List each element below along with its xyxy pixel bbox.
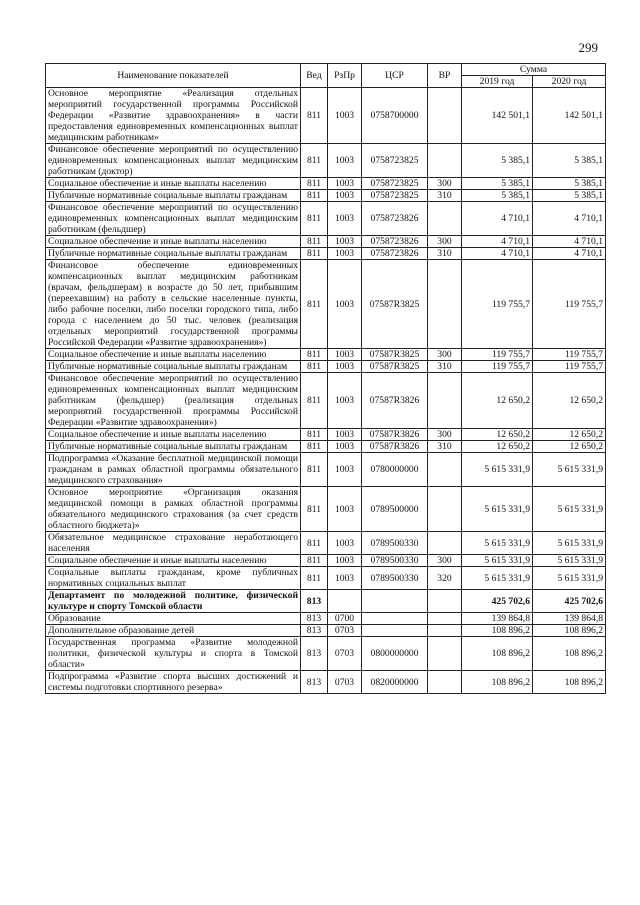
row-csr: 0780000000 — [362, 453, 428, 487]
row-name: Дополнительное образование детей — [46, 625, 301, 637]
row-csr: 0758723825 — [362, 190, 428, 202]
row-sum-2020: 5 385,1 — [533, 144, 606, 178]
row-sum-2020: 119 755,7 — [533, 361, 606, 373]
row-vr — [428, 637, 462, 671]
table-row — [46, 236, 606, 248]
row-vr — [428, 625, 462, 637]
table-row — [46, 373, 606, 429]
row-rzpr: 1003 — [328, 236, 362, 248]
row-sum-2020: 5 385,1 — [533, 190, 606, 202]
row-rzpr: 0703 — [328, 671, 362, 694]
table-row — [46, 613, 606, 625]
row-sum-2019: 108 896,2 — [462, 637, 533, 671]
row-ved: 811 — [301, 202, 328, 236]
row-rzpr: 1003 — [328, 178, 362, 190]
row-sum-2020: 12 650,2 — [533, 373, 606, 429]
row-ved: 811 — [301, 236, 328, 248]
row-vr: 310 — [428, 441, 462, 453]
row-vr: 300 — [428, 555, 462, 567]
table-row — [46, 178, 606, 190]
row-csr — [362, 613, 428, 625]
row-vr: 300 — [428, 236, 462, 248]
row-csr: 0758723826 — [362, 202, 428, 236]
row-sum-2020: 425 702,6 — [533, 590, 606, 613]
row-sum-2019: 5 615 331,9 — [462, 453, 533, 487]
row-rzpr: 1003 — [328, 202, 362, 236]
table-row — [46, 190, 606, 202]
row-sum-2020: 5 615 331,9 — [533, 555, 606, 567]
row-ved: 811 — [301, 178, 328, 190]
row-rzpr: 0700 — [328, 613, 362, 625]
row-csr: 0789500330 — [362, 555, 428, 567]
budget-table — [45, 63, 606, 694]
row-vr — [428, 373, 462, 429]
table-row — [46, 567, 606, 590]
row-rzpr — [328, 590, 362, 613]
row-sum-2019: 119 755,7 — [462, 349, 533, 361]
row-ved: 813 — [301, 625, 328, 637]
row-name: Социальное обеспечение и иные выплаты населению — [46, 236, 301, 248]
table-row — [46, 453, 606, 487]
row-ved: 811 — [301, 88, 328, 144]
row-sum-2019: 108 896,2 — [462, 671, 533, 694]
row-sum-2019: 12 650,2 — [462, 373, 533, 429]
row-sum-2019: 5 615 331,9 — [462, 555, 533, 567]
row-vr — [428, 590, 462, 613]
row-ved: 811 — [301, 248, 328, 260]
row-vr: 320 — [428, 567, 462, 590]
page-number: 299 — [578, 40, 598, 55]
header-ved: Вед — [301, 64, 328, 88]
row-sum-2019: 108 896,2 — [462, 625, 533, 637]
table-row — [46, 532, 606, 555]
row-name: Финансовое обеспечение мероприятий по осуществлению единовременных компенсационных выплат медицинским работникам (фельдшер) (реализация отдельных мероприятий государственной программы Российской Федерации «Развитие здравоохранения») — [46, 373, 301, 429]
row-name: Департамент по молодежной политике, физической культуре и спорту Томской области — [46, 590, 301, 613]
row-sum-2020: 5 385,1 — [533, 178, 606, 190]
row-csr: 07587R3825 — [362, 260, 428, 349]
row-rzpr: 1003 — [328, 487, 362, 532]
row-sum-2020: 108 896,2 — [533, 625, 606, 637]
table-row — [46, 429, 606, 441]
table-row — [46, 260, 606, 349]
table-row — [46, 441, 606, 453]
row-name: Социальное обеспечение и иные выплаты населению — [46, 555, 301, 567]
row-rzpr: 1003 — [328, 88, 362, 144]
row-sum-2019: 139 864,8 — [462, 613, 533, 625]
row-csr: 07587R3826 — [362, 373, 428, 429]
table-row — [46, 349, 606, 361]
row-sum-2020: 5 615 331,9 — [533, 567, 606, 590]
row-ved: 813 — [301, 637, 328, 671]
row-ved: 811 — [301, 487, 328, 532]
row-csr: 0758723826 — [362, 236, 428, 248]
row-name: Публичные нормативные социальные выплаты гражданам — [46, 190, 301, 202]
row-name: Социальное обеспечение и иные выплаты населению — [46, 178, 301, 190]
row-name: Основное мероприятие «Организация оказания медицинской помощи в рамках областной программы обязательного медицинского страхования (за счет средств областного бюджета)» — [46, 487, 301, 532]
row-name: Социальные выплаты гражданам, кроме публичных нормативных социальных выплат — [46, 567, 301, 590]
row-ved: 811 — [301, 441, 328, 453]
header-csr: ЦСР — [362, 64, 428, 88]
row-ved: 811 — [301, 567, 328, 590]
row-vr: 310 — [428, 361, 462, 373]
row-sum-2020: 5 615 331,9 — [533, 453, 606, 487]
row-sum-2019: 119 755,7 — [462, 260, 533, 349]
table-row — [46, 625, 606, 637]
row-csr: 0758723826 — [362, 248, 428, 260]
row-rzpr: 1003 — [328, 144, 362, 178]
row-rzpr: 0703 — [328, 625, 362, 637]
header-vr: ВР — [428, 64, 462, 88]
row-rzpr: 1003 — [328, 190, 362, 202]
row-csr: 07587R3825 — [362, 361, 428, 373]
row-name: Обязательное медицинское страхование неработающего населения — [46, 532, 301, 555]
row-csr: 0758723825 — [362, 178, 428, 190]
row-sum-2020: 119 755,7 — [533, 349, 606, 361]
row-vr: 300 — [428, 429, 462, 441]
row-vr — [428, 202, 462, 236]
row-vr: 310 — [428, 248, 462, 260]
row-vr: 300 — [428, 349, 462, 361]
row-sum-2019: 5 615 331,9 — [462, 567, 533, 590]
row-csr: 07587R3826 — [362, 441, 428, 453]
row-rzpr: 1003 — [328, 567, 362, 590]
header-year-2019: 2019 год — [462, 76, 533, 88]
table-row — [46, 361, 606, 373]
row-vr — [428, 144, 462, 178]
row-sum-2019: 5 385,1 — [462, 144, 533, 178]
row-sum-2019: 4 710,1 — [462, 236, 533, 248]
row-sum-2019: 4 710,1 — [462, 248, 533, 260]
row-ved: 811 — [301, 144, 328, 178]
row-sum-2019: 4 710,1 — [462, 202, 533, 236]
row-csr: 0800000000 — [362, 637, 428, 671]
row-sum-2020: 12 650,2 — [533, 429, 606, 441]
row-sum-2020: 142 501,1 — [533, 88, 606, 144]
row-ved: 813 — [301, 671, 328, 694]
row-sum-2020: 4 710,1 — [533, 248, 606, 260]
row-name: Финансовое обеспечение единовременных компенсационных выплат медицинским работникам (врачам, фельдшерам) в возрасте до 50 лет, прибывшим (переехавшим) на работу в сельские населенные пункты, либо рабочие поселки, либо поселки городского типа, либо города с населением до 50 тыс. человек (реализация отдельных мероприятий государственной программы Российской Федерации «Развитие здравоохранения») — [46, 260, 301, 349]
row-sum-2019: 425 702,6 — [462, 590, 533, 613]
row-sum-2020: 119 755,7 — [533, 260, 606, 349]
row-ved: 811 — [301, 190, 328, 202]
row-rzpr: 1003 — [328, 349, 362, 361]
table-body — [46, 88, 606, 694]
row-rzpr: 1003 — [328, 248, 362, 260]
header-sum: Сумма — [462, 64, 606, 76]
header-name: Наименование показателей — [46, 64, 301, 88]
row-vr — [428, 88, 462, 144]
row-sum-2019: 12 650,2 — [462, 429, 533, 441]
row-csr: 0820000000 — [362, 671, 428, 694]
table-row — [46, 88, 606, 144]
table-row — [46, 248, 606, 260]
row-vr — [428, 671, 462, 694]
row-sum-2020: 139 864,8 — [533, 613, 606, 625]
row-vr — [428, 487, 462, 532]
row-sum-2019: 12 650,2 — [462, 441, 533, 453]
row-csr: 0789500000 — [362, 487, 428, 532]
row-sum-2020: 5 615 331,9 — [533, 532, 606, 555]
row-csr: 07587R3825 — [362, 349, 428, 361]
row-csr: 0789500330 — [362, 532, 428, 555]
row-vr: 310 — [428, 190, 462, 202]
row-vr — [428, 260, 462, 349]
row-vr: 300 — [428, 178, 462, 190]
row-rzpr: 1003 — [328, 441, 362, 453]
table-row — [46, 487, 606, 532]
row-sum-2019: 119 755,7 — [462, 361, 533, 373]
row-name: Государственная программа «Развитие молодежной политики, физической культуры и спорта в Томской области» — [46, 637, 301, 671]
row-ved: 811 — [301, 453, 328, 487]
row-rzpr: 1003 — [328, 373, 362, 429]
row-sum-2019: 142 501,1 — [462, 88, 533, 144]
row-sum-2020: 4 710,1 — [533, 236, 606, 248]
row-vr — [428, 532, 462, 555]
row-ved: 811 — [301, 555, 328, 567]
row-name: Социальное обеспечение и иные выплаты населению — [46, 429, 301, 441]
row-rzpr: 1003 — [328, 532, 362, 555]
row-rzpr: 1003 — [328, 361, 362, 373]
row-rzpr: 0703 — [328, 637, 362, 671]
row-rzpr: 1003 — [328, 429, 362, 441]
header-rzpr: РзПр — [328, 64, 362, 88]
row-sum-2019: 5 385,1 — [462, 190, 533, 202]
row-ved: 811 — [301, 361, 328, 373]
row-sum-2019: 5 385,1 — [462, 178, 533, 190]
header-year-2020: 2020 год — [533, 76, 606, 88]
row-sum-2020: 12 650,2 — [533, 441, 606, 453]
row-sum-2020: 5 615 331,9 — [533, 487, 606, 532]
row-ved: 813 — [301, 590, 328, 613]
row-name: Образование — [46, 613, 301, 625]
row-sum-2020: 4 710,1 — [533, 202, 606, 236]
row-name: Основное мероприятие «Реализация отдельных мероприятий государственной программы Российской Федерации «Развитие здравоохранения» в части предоставления единовременных компенсационных выплат медицинским работникам» — [46, 88, 301, 144]
table-row — [46, 671, 606, 694]
row-ved: 811 — [301, 349, 328, 361]
row-rzpr: 1003 — [328, 260, 362, 349]
table-row — [46, 144, 606, 178]
row-csr — [362, 590, 428, 613]
row-sum-2019: 5 615 331,9 — [462, 487, 533, 532]
row-name: Подпрограмма «Оказание бесплатной медицинской помощи гражданам в рамках областной программы обязательного медицинского страхования» — [46, 453, 301, 487]
row-vr — [428, 613, 462, 625]
row-sum-2020: 108 896,2 — [533, 637, 606, 671]
row-ved: 813 — [301, 613, 328, 625]
row-name: Финансовое обеспечение мероприятий по осуществлению единовременных компенсационных выплат медицинским работникам (доктор) — [46, 144, 301, 178]
row-ved: 811 — [301, 260, 328, 349]
row-sum-2020: 108 896,2 — [533, 671, 606, 694]
table-row — [46, 555, 606, 567]
row-csr — [362, 625, 428, 637]
row-csr: 0789500330 — [362, 567, 428, 590]
row-name: Публичные нормативные социальные выплаты гражданам — [46, 361, 301, 373]
row-csr: 0758723825 — [362, 144, 428, 178]
row-name: Публичные нормативные социальные выплаты гражданам — [46, 248, 301, 260]
row-name: Социальное обеспечение и иные выплаты населению — [46, 349, 301, 361]
row-ved: 811 — [301, 532, 328, 555]
row-name: Финансовое обеспечение мероприятий по осуществлению единовременных компенсационных выплат медицинским работникам (фельдшер) — [46, 202, 301, 236]
row-sum-2019: 5 615 331,9 — [462, 532, 533, 555]
table-row — [46, 202, 606, 236]
row-ved: 811 — [301, 429, 328, 441]
row-name: Подпрограмма «Развитие спорта высших достижений и системы подготовки спортивного резерва» — [46, 671, 301, 694]
table-row — [46, 590, 606, 613]
row-vr — [428, 453, 462, 487]
table-row — [46, 637, 606, 671]
row-csr: 07587R3826 — [362, 429, 428, 441]
row-ved: 811 — [301, 373, 328, 429]
row-rzpr: 1003 — [328, 555, 362, 567]
row-rzpr: 1003 — [328, 453, 362, 487]
row-name: Публичные нормативные социальные выплаты гражданам — [46, 441, 301, 453]
row-csr: 0758700000 — [362, 88, 428, 144]
